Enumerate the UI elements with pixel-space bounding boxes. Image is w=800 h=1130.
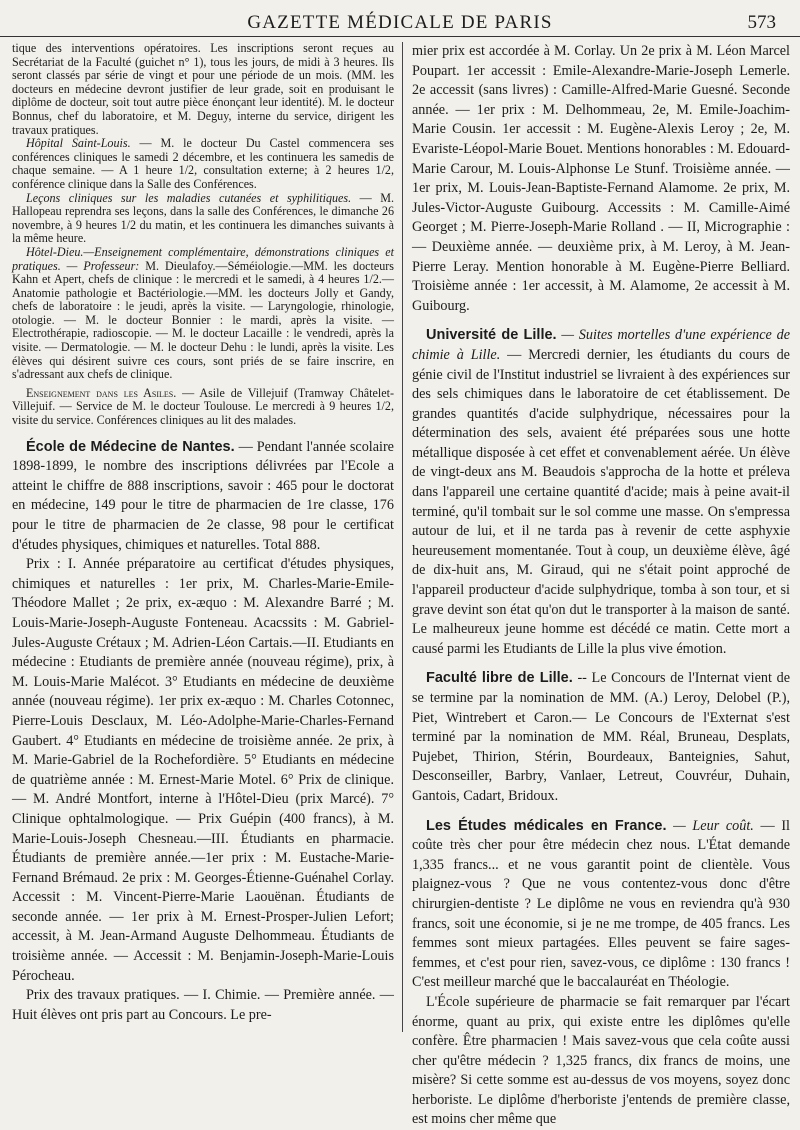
lille-faculty-paragraph	[412, 669, 790, 806]
page-header	[0, 8, 800, 37]
lille-faculty-body: -- Le Concours de l'Internat vient de se termine par la nomination de MM. (A.) Leroy, Delobel (P.), Piet, Wintrebert et Caron.— Le Concours de l'Externat s'est terminé par la nomination de MM. Réal, Bruneau, Desplats, Pujebet, Thirion, Stérin, Bourdeaux, Banteignies, Sahut, Desconseiller, Barbry, Vanlaer, Letreut, Couvréur, Duhain, Gantois, Cadart, Bridoux.	[412, 670, 790, 804]
st-louis-body: — M. le docteur Du Castel commencera ses conférences cliniques le samedi 2 décembre, et les continuera les samedis de chaque semaine. — A 1 heure 1/2, consultation externe; à 2 heures 1/2, conférence clinique dans la Salle des Conférences.	[12, 136, 394, 191]
prix-paragraph: Prix : I. Année préparatoire au certificat d'études physiques, chimiques et naturelles : 1er prix, M. Charles-Marie-Emile-Théodore Mallet ; 2e prix, ex-æquo : M. Alexandre Barré ; M. Louis-Marie-Joseph-Auguste Fonteneau. Acacssits : M. Gabriel-Jules-Auguste Crétaux ; M. Adrien-Léon Cartais.—II. Etudiants en médecine : Etudiants de première année (nouveau régime), prix, à M. Louis-Marie Malécot. 3° Etudiants en médecine de deuxième année (nouveau régime). 1er prix ex-æquo : M. Charles Cotonnec, Pierre-Louis Desclaux, M. Léo-Adolphe-Marie-Charles-Fernand Gaubert. 4° Etudiants en médecine de troisième année. 2e prix, à M. Marie-Gabriel de la Rochefordière. 5° Etudiants en médecine de quatrième année : M. Ernest-Marie Motel. 6° Prix de clinique. — M. André Montfort, interne à l'Hôtel-Dieu (prix Marcé). 7° Clinique ophtalmologique. — Prix Guépin (400 francs), à M. Marie-Louis-Joseph Chesneau.—III. Étudiants en pharmacie. Étudiants de première année.—1er prix : M. Eustache-Marie-Fernand Brémaud. 2e prix : M. Georges-Étienne-Guénahel Corlay. Accessit : M. Vincent-Pierre-Marie Laouënan. Étudiants de seconde année. — 1er prix à M. Ernest-Prosper-Julien Lefort; accessit, à M. Jean-Armand Auguste Delhommeau. Étudiants de troisième année. — Accessit : M. Benjamin-Joseph-Marie-Louis Pérocheau.	[12, 556, 394, 984]
lille-faculty-heading: Faculté libre de Lille.	[426, 670, 573, 687]
lille-university-subheading: — Suites mortelles d'une expérience de chimie à Lille.	[412, 327, 790, 363]
nantes-heading: École de Médecine de Nantes.	[26, 438, 235, 455]
nantes-body: — Pendant l'année scolaire 1898-1899, le nombre des inscriptions délivrées par l'Ecole a atteint le chiffre de 888 inscriptions, savoir : 465 pour le doctorat en médecine, 149 pour le titre de pharmacien de 1re classe, 176 pour le titre de pharmacien de 2e classe, 98 pour le certificat d'études physiques, chimiques et naturelles. Total 888.	[12, 438, 394, 553]
lecons-body: — M. Hallopeau reprendra ses leçons, dans la salle des Conférences, le dimanche 26 novembre, à 9 heures 1/2 du matin, et les continuera les dimanches suivants à la même heure.	[12, 190, 394, 246]
travaux-paragraph: Prix des travaux pratiques. — I. Chimie. — Première année. — Huit élèves ont pris part au Concours. Le pre-	[12, 987, 394, 1023]
lecons-heading: Leçons cliniques sur les maladies cutanées et syphilitiques.	[26, 190, 352, 205]
lille-university-body: — Mercredi dernier, les étudiants du cours de génie civil de l'Institut industriel se livraient à des expériences sur des sels chimiques dans le laboratoire de cet établissement. De grandes quantités d'acide sulphydrique, nécessaires pour la détermination des sels, avaient été préparées sous une hotte métallique disposée à cet effet et convenablement aérée. Un élève de vingt-deux ans M. Beaudois s'approcha de la hotte et préleva dans l'appareil une certaine quantité d'acide; mais à peine avait-il terminé, qu'il tombait sur le sol comme une masse. On s'empressa autour de lui, et il ne tarda pas à revenir de cette asphyxie heureusement momentanée. Tout à coup, un deuxième élève, âgé de dix-huit ans, M. Giraud, qui ne s'était point approché de l'appareil producteur d'acide sulphydrique, tomba à son tour, et si grave devint son état qu'on dut le transporter à la maison de santé. Le malheureux jeune homme est décédé ce matin. Cette mort a causé parmi les Etudiants de Lille la plus vive émotion.	[412, 346, 790, 657]
ecole-superieure-paragraph: L'École supérieure de pharmacie se fait remarquer par l'écart énorme, quant au prix, qui existe entre les diplômes qu'elle confère. Être pharmacien ! Mais savez-vous que cela coûte aussi cher qu'être médecin ? 1,325 francs, dix francs de moins, une misère? Si cette somme est au-dessus de vos moyens, soyez donc herboriste. Le diplôme d'herboriste j'entends de première classe, est moins cher même que	[412, 993, 790, 1128]
etudes-subheading: — Leur coût.	[666, 817, 754, 834]
hotel-dieu-paragraph	[12, 246, 394, 382]
st-louis-paragraph	[12, 137, 394, 191]
etudes-paragraph	[412, 817, 790, 993]
right-column	[412, 42, 790, 1128]
etudes-heading: Les Études médicales en France.	[426, 817, 667, 834]
continuation-paragraph: mier prix est accordée à M. Corlay. Un 2e prix à M. Léon Marcel Poupart. 1er accessit : Emile-Alexandre-Marie-Joseph Lemerle. 2e accessit (sans livres) : Camille-Alfred-Marie Guesné. Seconde année. — 1er prix : M. Delhommeau, 2e, M. Emile-Joachim-Marie Cousin. 1er accessit : M. Eugène-Alexis Leroy ; 2e, M. Evariste-Léopol-Marie Bouet. Mentions honorables : M. Edouard-Marie Carour, M. Louis-Alphonse Le Stunf. Troisième année. — 1er prix, M. Louis-Jean-Baptiste-Fernand Alamome. 2e prix, M. Jules-Victor-Auguste Guibourg. Accessits : M. Camille-Aimé Georget ; M. Pierre-Joseph-Marie Rolland . — II, Micrographie : — Deuxième année. — deuxième prix, à M. Leroy, à M. Jean-Pierre Leray. Mention honorable à M. Eugène-Pierre Belliard. Troisième année : 1er accessit, à M. Alamome, 2e accessit à M. Guibourg.	[412, 43, 790, 314]
column-divider	[402, 42, 403, 1032]
left-column	[12, 42, 394, 1032]
intro-paragraph: tique des interventions opératoires. Les inscriptions seront reçues au Secrétariat de la Faculté (guichet n° 1), tous les jours, de midi à 3 heures. Ils seront classés par série de vingt et pour une période de un mois. (MM. les docteurs en médecine devront justifier de leur grade, soit en produisant le diplôme de docteur, soit tout autre pièce énonçant leur identité). M. le docteur Bonnus, chef du laboratoire, et M. Deguy, interne du service, dirigent les travaux pratiques.	[12, 41, 394, 137]
page-number: 573	[747, 12, 776, 33]
asiles-paragraph	[12, 387, 394, 428]
st-louis-heading: Hôpital Saint-Louis.	[26, 136, 131, 151]
asiles-body: — Asile de Villejuif (Tramway Châtelet-Villejuif. — Service de M. le docteur Toulouse. Le mercredi à 9 heures 1/2, visite du service. Conférences cliniques au lit des malades.	[12, 385, 394, 428]
hotel-dieu-heading: Hôtel-Dieu.—Enseignement complémentaire, démonstrations cliniques et pratiques. — Professeur:	[12, 244, 394, 273]
etudes-body: — Il coûte très cher pour être médecin chez nous. L'État demande 1,335 francs... et ne vous garantit point de clientèle. Vous plaignez-vous ? Que ne vous contentez-vous donc d'être chirurgien-dentiste ? Le diplôme ne vous en reviendra qu'à 930 francs, soit une économie, si je ne me trompe, de 405 francs. Les femmes sont mieux partagées. Elles peuvent se faire sages-femmes, et c'est pour rien, savez-vous, ce diplôme : 130 francs ! C'est meilleur marché que le baccalauréat en Théologie.	[412, 817, 790, 991]
asiles-heading: Enseignement dans les Asiles.	[26, 385, 177, 400]
lecons-paragraph	[12, 192, 394, 246]
lille-university-heading: Université de Lille.	[426, 327, 557, 344]
lille-university-paragraph	[412, 326, 790, 659]
hotel-dieu-body: M. Dieulafoy.—Séméiologie.—MM. les docteurs Kahn et Apert, chefs de clinique : le mercredi et le samedi, à 4 heures 1/2.—Anatomie pathologie et Bactériologie.—MM. les docteurs Jolly et Gandy, chefs de laboratoire : le jeudi, après la visite. — Laryngologie, rhinologie, otologie. — M. le docteur Bonnier : le mardi, après la visite. — Electrothérapie, radioscopie. — M. le docteur Lacaille : le vendredi, après la visite. — Dermatologie. — M. le docteur Dehu : le lundi, après la visite. Les élèves qui désirent suivre ces cours, sont priés de se faire inscrire, en s'adressant aux chefs de clinique.	[12, 258, 394, 382]
nantes-paragraph	[12, 438, 394, 556]
journal-title: GAZETTE MÉDICALE DE PARIS	[247, 12, 553, 33]
